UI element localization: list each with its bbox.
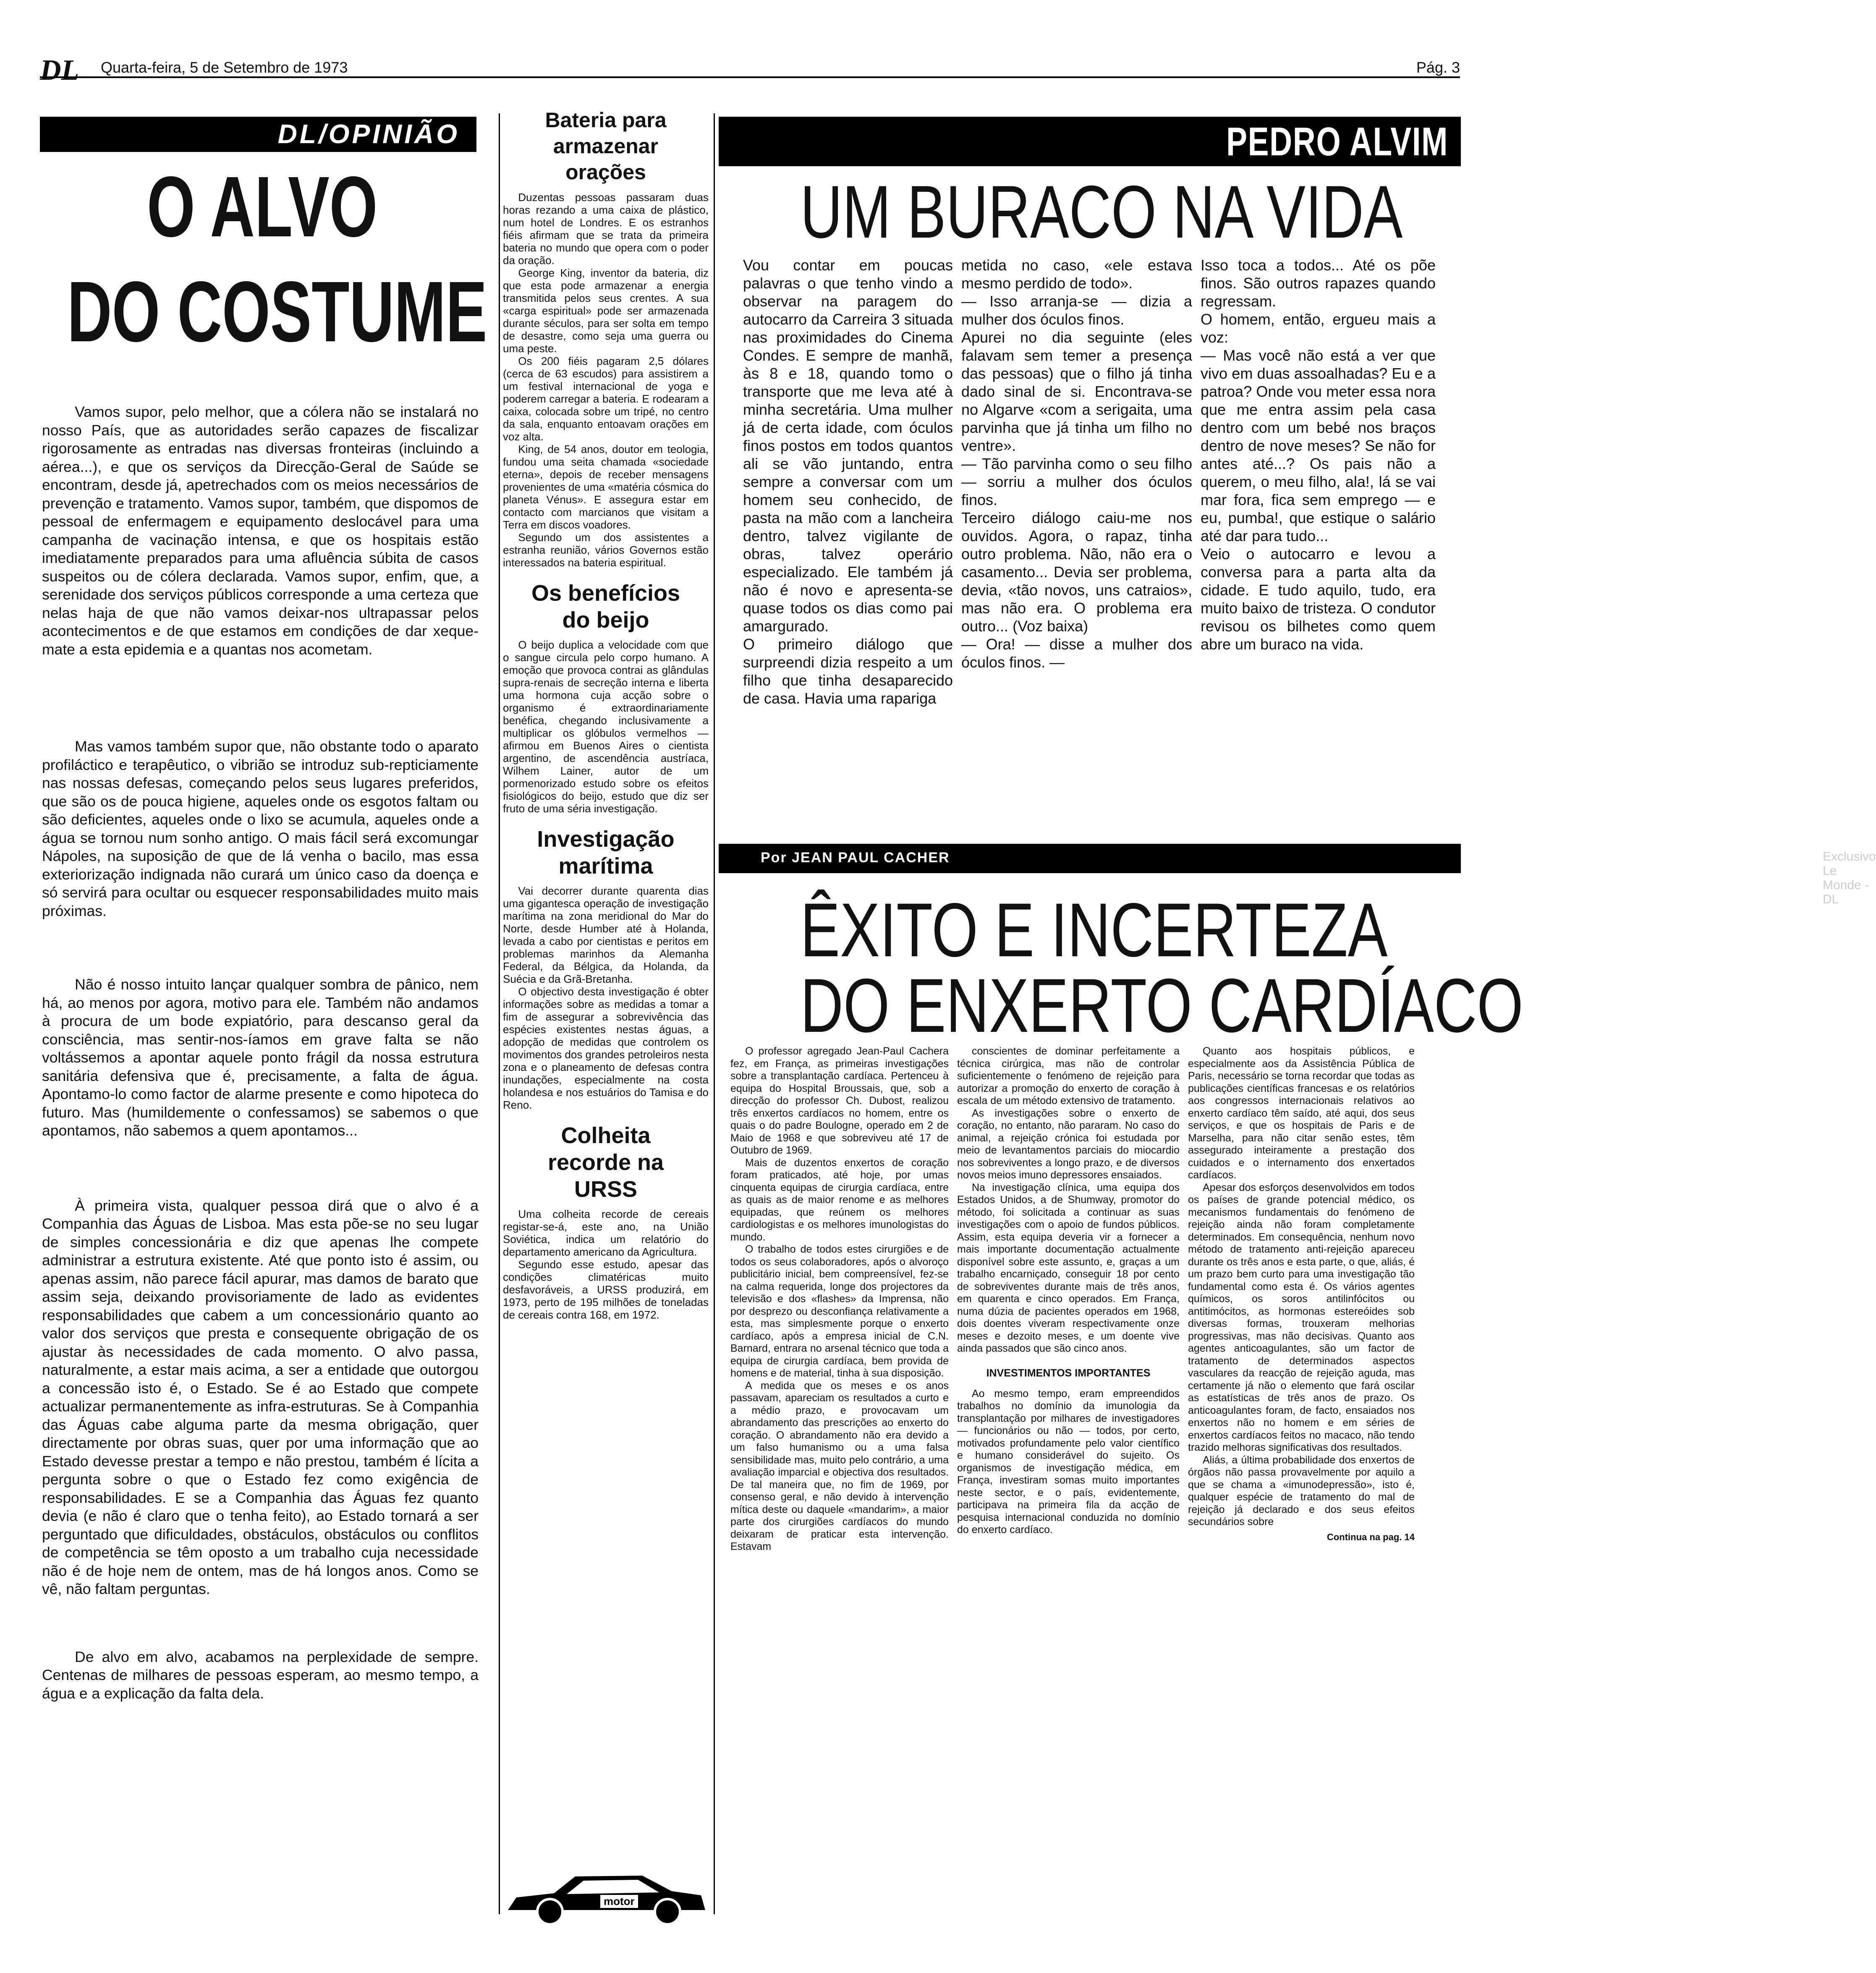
opinion-title-line1: O ALVO xyxy=(147,159,378,255)
opinion-paragraph: À primeira vista, qualquer pessoa dirá que o alvo é a Companhia das Águas de Lisboa. Mas esta põe-se no seu lugar de simples concessionária e diz que apenas lhe compete administrar a estrutura existente. Até que ponto isto é assim, ou apenas assim, não parece fácil apurar, mas damos de barato que assim seja, deixando provisoriamente de lado as evidentes responsabilidades que cabem a um concessionário quanto ao valor dos serviços que presta e consequente obrigação de os ajustar às necessidades de cada momento. O alvo passa, naturalmente, a estar mais acima, a ser a entidade que outorgou a concessão isto é, o Estado. Se é ao Estado que compete actualizar permanentemente as infra-estruturas. Se à Companhia das Águas cabe alguma parte da mesma obrigação, quer directamente por obras suas, quer por uma informação que ao Estado devesse prestar a tempo e não prestou, também é lícita a pergunta sobre o que o Estado fez como exigência de responsabilidades. E se a Companhia das Águas fez quanto devia (e não é claro que o tenha feito), ao Estado tornará a ser perguntado que dificuldades, obstáculos, obstáculos ou conflitos de competência se têm oposto a um trabalho cuja necessidade não é de hoje nem de ontem, mas de há longos anos. Como se vê, não faltam perguntas. xyxy=(42,1197,479,1597)
feature-paragraph: Quanto aos hospitais públicos, e especialmente aos da Assistência Pública de Paris, necessário se torna recordar que todas as publicações científicas francesas e os relatórios aos congressos internacionais relativos ao enxerto cardíaco têm saído, até aqui, dos seus serviços, e que os hospitais de Paris e de Marselha, para não citar senão estes, têm assegurado inteiramente a prestação dos cuidados e o internamento dos enxertados cardíacos. xyxy=(1188,1045,1415,1181)
continued-note: Continua na pag. 14 xyxy=(1327,1531,1415,1542)
column-divider-briefs xyxy=(714,113,715,1914)
brief-body xyxy=(503,884,709,1111)
brief-paragraph: King, de 54 anos, doutor em teologia, fundou uma seita chamada «sociedade eterna», depois de receber mensagens provenientes de uma «matéria cósmica do planeta Vénus». E assegura estar em contacto com marcianos que visitam a Terra em discos voadores. xyxy=(503,443,709,531)
motor-ad xyxy=(504,1868,709,1927)
feature-paragraph: conscientes de dominar perfeitamente a técnica cirúrgica, mas não de controlar suficientemente o fenómeno de rejeição para autorizar a promoção do enxerto de coração à escala de um método extensivo de tratamento. xyxy=(957,1045,1180,1107)
opinion-banner xyxy=(40,117,476,152)
feature-paragraph: O trabalho de todos estes cirurgiões e de todos os seus colaboradores, após o alvoroço publicitário inicial, bem compreensível, fez-se na calma requerida, longe dos projectores da televisão e dos «flashes» da Imprensa, não por desprezo ou desconfiança relativamente a esta, mas simplesmente porque o enxerto cardíaco, após a empresa inicial de C.N. Barnard, entrara no arsenal técnico que toda a equipa de cirurgia cardíaca, bem provida de homens e de material, tinha à sua disposição. xyxy=(730,1243,949,1379)
feature-subhead: INVESTIMENTOS IMPORTANTES xyxy=(986,1367,1151,1379)
brief-body xyxy=(503,191,709,569)
feature-paragraph: A medida que os meses e os anos passavam, apareciam os resultados a curto e a médio prazo, e provocavam um abrandamento das prescrições ao enxerto do coração. O abrandamento não era devido a um falso humanismo ou a uma falsa sensibilidade mas, muito pelo contrário, a uma avaliação imparcial e objectiva dos resultados. De tal maneira que, no fim de 1969, por consenso geral, e não devido à intervenção mítica deste ou daquele «mandarim», a maior parte dos cirurgiões cardíacos do mundo deixaram de praticar esta intervenção. Estavam xyxy=(730,1379,949,1552)
feature-col2 xyxy=(957,1045,1180,1536)
brief-body xyxy=(503,1208,709,1321)
feature-paragraph: Na investigação clínica, uma equipa dos Estados Unidos, a de Shumway, promotor do método, foi solicitada a continuar as suas investigações com o apoio de fundos públicos. Assim, esta equipa deveria vir a fornecer a mais importante documentação actualmente disponível sobre este assunto, e, graças a um trabalho encarniçado, conseguir 18 por cento de sobreviventes durante mais de três anos, em quarenta e cinco operados. Em França, numa dúzia de pacientes operados em 1968, dois doentes viveram respectivamente onze meses e dezoito meses, e um doente vive ainda passados que são cinco anos. xyxy=(957,1181,1180,1354)
opinion-paragraph: Não é nosso intuito lançar qualquer sombra de pânico, nem há, ao menos por agora, motivo para ele. Também não andamos à procura de um bode expiatório, para descanso geral da consciência, mas sentir-nos-íamos em grave falta se não voltássemos a apontar aquele ponto frágil da nossa estrutura sanitária defensiva que é, precisamente, a falta de água. Apontamo-lo como factor de alarme presente e como hipoteca do futuro. Mas (humildemente o confessamos) se sabemos o que apontamos, não sabemos a quem apontamos... xyxy=(42,976,479,1139)
feature-col3 xyxy=(1188,1045,1415,1543)
feature-title-line1: ÊXITO E INCERTEZA xyxy=(800,887,1388,973)
newspaper-logo: DL xyxy=(40,54,79,86)
column-author-banner xyxy=(719,117,1461,166)
issue-date: Quarta-feira, 5 de Setembro de 1973 xyxy=(101,59,348,76)
feature-paragraph: Ao mesmo tempo, eram empreendidos trabalhos no domínio da imunologia da transplantação por milhares de investigadores — funcionários ou não — todos, por certo, motivados profundamente pelo valor científico e humano considerável do sujeito. Os organismos de investigação médica, em França, investiram somas muito importantes neste sector, e o país, evidentemente, participava na primeira fila da acção de pesquisa internacional conduzida no domínio do enxerto cardíaco. xyxy=(957,1387,1180,1536)
column-text-col3: Isso toca a todos... Até os põe finos. São outros rapazes quando regressam. O homem, então, ergueu mais a voz: — Mas você não está a ver que vivo em duas assoalhadas? Eu e a patroa? Onde vou meter essa nora que me entra assim pela casa dentro com um bebé nos braços dentro de nove meses? Se não for antes até...? Os pais não a querem, o meu filho, ala!, lá se vai mar fora, fica sem emprego — e eu, pumba!, que estique o salário até dar para tudo... Veio o autocarro e levou a conversa para a parta alta da cidade. E tudo aquilo, tudo, era muito baixo de tristeza. O condutor revisou os bilhetes como quem abre um buraco na vida. xyxy=(1201,256,1436,653)
masthead-rule xyxy=(40,76,1460,78)
brief-paragraph: O beijo duplica a velocidade com que o sangue circula pelo corpo humano. A emoção que provoca contrai as glândulas supra-renais de secreção interna e liberta uma hormona cuja acção sobre o organismo é extraordinariamente benéfica, chegando inclusivamente a multiplicar os glóbulos vermelhos — afirmou em Buenos Aires o cientista argentino, de ascendência austríaca, Wilhem Lainer, autor de um pormenorizado estudo sobre os efeitos fisiológicos do beijo, estudo que diz ser fruto de uma séria investigação. xyxy=(503,638,709,815)
brief-title: Investigação marítima xyxy=(537,827,675,879)
opinion-title-line2: DO COSTUME xyxy=(67,264,487,360)
opinion-paragraph: Vamos supor, pelo melhor, que a cólera não se instalará no nosso País, que as autoridades serão capazes de fiscalizar rigorosamente as entradas nas diversas fronteiras (incluindo a aérea...), e que os serviços da Direcção-Geral de Saúde se encontram, desde já, apetrechados com os meios necessários de prevenção e tratamento. Vamos supor, também, que dispomos de pessoal de enfermagem e equipamento deslocável para uma campanha de vacinação intensa, e que os hospitais estão imediatamente preparados para uma afluência súbita de casos suspeitos ou de cólera declarada. Vamos supor, enfim, que, a serenidade dos serviços públicos corresponde a uma certeza que nelas haja de que não vamos deixar-nos ultrapassar pelos acontecimentos e de que estamos em condições de dar xeque-mate a esta epidemia e a quantas nos acometam. xyxy=(42,403,479,658)
feature-paragraph: Apesar dos esforços desenvolvidos em todos os países de grande potencial médico, os mecanismos fundamentais do fenómeno de rejeição ainda não foram completamente determinados. Em consequência, nenhum novo método de tratamento anti-rejeição apareceu durante os três anos e esta parte, o que, aliás, é um prazo bem curto para uma investigação tão fundamental como esta é. Os vários agentes químicos, os soros antilinfócitos ou antitimócitos, as hormonas estereóides sob diversas formas, trouxeram melhorias progressivas, mas não decisivas. Quanto aos agentes anticoagulantes, são um factor de tratamento de determinados aspectos vasculares da reacção de rejeição aguda, mas certamente já não o elemento que fará oscilar as estatísticas de três anos de prazo. Os anticoagulantes foram, de facto, ensaiados nos enxertos não no homem e em séries de enxertos cardíacos feitos no macaco, não tendo trazido melhoras significativas dos resultados. xyxy=(1188,1181,1415,1453)
feature-col1 xyxy=(730,1045,949,1553)
brief-paragraph: Vai decorrer durante quarenta dias uma gigantesca operação de investigação marítima na zona meridional do Mar do Norte, desde Humber até à Holanda, levada a cabo por cientistas e peritos em problemas marinhos da Alemanha Federal, da Bélgica, da Holanda, da Suécia e da Grã-Bretanha. xyxy=(503,884,709,985)
feature-title-line2: DO ENXERTO CARDÍACO xyxy=(800,963,1523,1048)
feature-credit: Exclusivo Le Monde - DL xyxy=(1823,850,1876,906)
column-text-col2: metida no caso, «ele estava mesmo perdido de todo». — Isso arranja-se — dizia a mulher dos óculos finos. Apurei no dia seguinte (eles falavam sem temer a presença das pessoas) que o filho já tinha dado sinal de si. Encontrava-se no Algarve «com a serigaita, uma parvinha que já tinha um filho no ventre». — Tão parvinha como o seu filho — sorriu a mulher dos óculos finos. Terceiro diálogo caiu-me nos ouvidos. Agora, o rapaz, tinha outro problema. Não, não era o casamento... Devia ser problema, devia, «tão novos, uns catraios», mas não era. O problema era outro... (Voz baixa) — Ora! — disse a mulher dos óculos finos. — xyxy=(961,256,1192,671)
feature-paragraph: Aliás, a última probabilidade dos enxertos de órgãos não passa provavelmente por aquilo a que se chama a «imunodepressão», isto é, qualquer espécie de tratamento do mal de rejeição já declarado e dos seus efeitos secundários sobre xyxy=(1188,1454,1415,1528)
briefs-column xyxy=(503,107,709,1321)
column-title: UM BURACO NA VIDA xyxy=(800,170,1403,254)
brief-paragraph: Segundo esse estudo, apesar das condições climatéricas muito desfavoráveis, a URSS produzirá, em 1973, perto de 195 milhões de toneladas de cereais contra 168, em 1972. xyxy=(503,1258,709,1321)
feature-paragraph: O professor agregado Jean-Paul Cachera fez, em França, as primeiras investigações sobre a transplantação cardíaca. Pertenceu à equipa do Hospital Broussais, que, sob a direcção do professor Ch. Dubost, realizou três enxertos cardíacos no homem, entre os quais o do padre Boulogne, operado em 2 de Maio de 1968 e que sobreviveu até 17 de Outubro de 1969. xyxy=(730,1045,949,1156)
opinion-banner-text: DL/OPINIÃO xyxy=(277,119,460,149)
opinion-body xyxy=(42,403,479,1703)
feature-paragraph: Mais de duzentos enxertos de coração foram praticados, até hoje, por umas cinquenta equipas de cirurgia cardíaca, entre as quais as de maior renome e as melhores equipadas, que reúnem os melhores cardiologistas e os melhores imunologistas do mundo. xyxy=(730,1157,949,1243)
brief-paragraph: O objectivo desta investigação é obter informações sobre as medidas a tomar a fim de assegurar a sobrevivência das espécies existentes nestas águas, a adopção de medidas que controlem os movimentos dos grandes petroleiros nesta zona e o planeamento de defesas contra inundações, especialmente na costa holandesa e nos estuários do Tamisa e do Reno. xyxy=(503,985,709,1111)
brief-title: Bateria para armazenar orações xyxy=(545,108,667,184)
brief-title: Os benefícios do beijo xyxy=(531,581,680,633)
feature-byline-bar xyxy=(719,844,1876,906)
opinion-paragraph: De alvo em alvo, acabamos na perplexidade de sempre. Centenas de milhares de pessoas esperam, ao mesmo tempo, a água e a explicação da falta dela. xyxy=(42,1648,479,1702)
brief-paragraph: Duzentas pessoas passaram duas horas rezando a uma caixa de plástico, num hotel de Londres. E os estranhos fiéis afirmam que se trata da primeira bateria no mundo que opera com o poder da oração. xyxy=(503,191,709,267)
column-author-name: PEDRO ALVIM xyxy=(1226,119,1448,164)
column-text-col1: Vou contar em poucas palavras o que tenho vindo a observar na paragem do autocarro da Carreira 3 situada nas proximidades do Cinema Condes. E sempre de manhã, às 8 e 18, quando tomo o transporte que me leva até à minha secretária. Uma mulher já de certa idade, com óculos finos postos em todos quantos ali se vão juntando, entra sempre a conversar com um homem seu conhecido, de pasta na mão com a lancheira dentro, talvez vigilante de obras, talvez operário especializado. Ele também já não é novo e apresenta-se quase todos os dias como pai amargurado. O primeiro diálogo que surpreendi dizia respeito a um filho que tinha desaparecido de casa. Havia uma rapariga xyxy=(743,256,953,707)
motor-ad-label: motor xyxy=(600,1895,638,1908)
brief-paragraph: Segundo um dos assistentes a estranha reunião, vários Governos estão interessados na bateria espiritual. xyxy=(503,531,709,569)
brief-paragraph: Uma colheita recorde de cereais registar-se-á, este ano, na União Soviética, indica um relatório do departamento americano da Agricultura. xyxy=(503,1208,709,1258)
brief-title: Colheita recorde na URSS xyxy=(547,1123,664,1202)
opinion-paragraph: Mas vamos também supor que, não obstante todo o aparato profiláctico e terapêutico, o vibrião se introduz sub-repticiamente nas nossas defesas, começando pelos seus lugares preferidos, que são os de pouca higiene, aqueles onde os esgotos faltam ou são deficientes, aqueles onde o lixo se acumula, aqueles onde a água se tornou num sonho antigo. O mais fácil será excomungar Nápoles, na suposição de que de lá venha o bacilo, mas essa exteriorização indignada não curará um único caso da doença e só servirá para ocultar ou esquecer responsabilidades muito mais próximas. xyxy=(42,738,479,919)
brief-paragraph: George King, inventor da bateria, diz que esta pode armazenar a energia transmitida pelos seus crentes. A sua «carga espiritual» pode ser armazenada durante séculos, para ser solta em tempo de desastre, como seja uma guerra ou uma peste. xyxy=(503,267,709,355)
brief-paragraph: Os 200 fiéis pagaram 2,5 dólares (cerca de 63 escudos) para assistirem a um festival internacional de yoga e poderem carregar a bateria. E rodearam a caixa, colocada sobre um tripé, no centro da sala, enquanto entoavam orações em voz alta. xyxy=(503,355,709,443)
page-number: Pág. 3 xyxy=(1416,59,1460,76)
brief-body xyxy=(503,638,709,815)
feature-byline: Por JEAN PAUL CACHER xyxy=(761,850,950,866)
column-divider-opinion xyxy=(499,113,500,1914)
feature-paragraph: As investigações sobre o enxerto de coração, no entanto, não pararam. No caso do animal, a rejeição crónica foi estudada por meio de levantamentos parciais do miocardio nos sobreviventes a longo prazo, e de diversos novos meios imuno depressores ensaiados. xyxy=(957,1107,1180,1181)
